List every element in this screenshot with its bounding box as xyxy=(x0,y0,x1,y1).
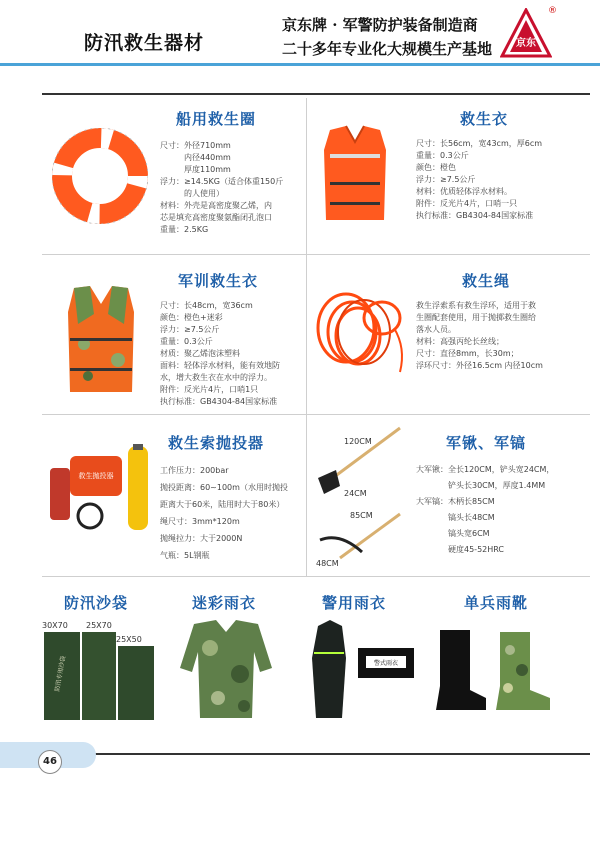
spec-line: 材料：高强丙纶长丝线； xyxy=(416,337,504,346)
spec-line: 铲头长30CM，厚度1.4MM xyxy=(416,481,546,490)
spec-line: 水，增大救生衣在水中的浮力。 xyxy=(160,373,272,382)
spec-line: 芯是填充高密度聚氨酯闭孔泡口 xyxy=(160,213,272,222)
pick-length-label: 85CM xyxy=(350,511,373,520)
column-divider xyxy=(306,98,307,576)
spec-line: 重量：0.3公斤 xyxy=(416,151,469,160)
spec-line: 尺寸：直径8mm，长30m； xyxy=(416,349,519,358)
thrower-device-label: 救生抛投器 xyxy=(78,472,114,480)
sandbag-image xyxy=(42,618,160,722)
page-number: 46 xyxy=(38,750,62,774)
spec-line: 抛绳拉力：大于2000N xyxy=(160,534,243,543)
lifebuoy-image xyxy=(52,128,148,224)
spec-line: 距离大于60米，陆用时大于80米） xyxy=(160,500,285,509)
spec-line: 尺寸：长48cm，宽36cm xyxy=(160,301,253,310)
spec-line: 厚度110mm xyxy=(160,165,231,174)
spec-line: 大军锹：全长120CM，铲头宽24CM， xyxy=(416,465,555,474)
spec-line: 内径440mm xyxy=(160,153,231,162)
shovel-pick-specs xyxy=(416,462,554,558)
spec-line: 救生浮索系有救生浮环，适用于救 xyxy=(416,301,536,310)
spec-line: 执行标准：GB4304-84国家标准 xyxy=(160,397,278,406)
spec-line: 工作压力：200bar xyxy=(160,466,229,475)
line-thrower-image xyxy=(46,444,156,540)
spec-line: 浮力：≥14.5KG（适合体重150斤 xyxy=(160,177,284,186)
spec-line: 浮力：≥7.5公斤 xyxy=(416,175,476,184)
sandbag-title: 防汛沙袋 xyxy=(64,594,129,612)
page-header xyxy=(0,0,600,70)
spec-line: 绳尺寸：3mm*120m xyxy=(160,517,240,526)
spec-line: 大军镐：木柄长85CM xyxy=(416,497,495,506)
spec-line: 生圈配套使用，用于抛掷救生圈给 xyxy=(416,313,536,322)
bottom-rule xyxy=(42,753,590,755)
shovel-length-label: 120CM xyxy=(344,437,372,446)
camo-life-jacket-title: 军训救生衣 xyxy=(178,272,259,290)
logo-text: 京东 xyxy=(516,38,536,49)
brand-logo xyxy=(500,8,552,60)
rescue-rope-title: 救生绳 xyxy=(462,272,511,290)
spec-line: 面料：轻体浮水材料，能有效地防 xyxy=(160,361,280,370)
spec-line: 重量：2.5KG xyxy=(160,225,209,234)
life-jacket-image xyxy=(316,124,394,224)
life-jacket-title: 救生衣 xyxy=(460,110,509,128)
spec-line: 材料：优质轻体浮水材料。 xyxy=(416,187,512,196)
spec-line: 尺寸：长56cm，宽43cm，厚6cm xyxy=(416,139,543,148)
spec-line: 抛投距离：60~100m（水用时抛投 xyxy=(160,483,288,492)
brand-line-1: 京东牌 · 军警防护装备制造商 xyxy=(282,16,478,34)
sandbag-size-3: 25X50 xyxy=(116,635,142,644)
spec-line: 浮力：≥7.5公斤 xyxy=(160,325,220,334)
spec-line: 颜色：橙色 xyxy=(416,163,456,172)
brand-line-2: 二十多年专业化大规模生产基地 xyxy=(282,40,493,58)
police-raincoat-title: 警用雨衣 xyxy=(322,594,387,612)
header-divider xyxy=(0,63,600,66)
line-thrower-title: 救生索抛投器 xyxy=(168,434,265,452)
spec-line: 的人使用） xyxy=(160,189,224,198)
spec-line: 附件：反光片4片，口哨一只 xyxy=(416,199,518,208)
pick-head-label: 48CM xyxy=(316,559,339,568)
rescue-rope-image xyxy=(312,288,412,376)
life-jacket-specs xyxy=(416,138,542,222)
lifebuoy-specs xyxy=(160,140,283,236)
police-raincoat-image xyxy=(306,618,420,722)
row-divider-2 xyxy=(42,414,590,415)
spec-line: 颜色：橙色+迷彩 xyxy=(160,313,223,322)
camo-raincoat-title: 迷彩雨衣 xyxy=(192,594,257,612)
spec-line: 材质：聚乙烯泡沫塑料 xyxy=(160,349,240,358)
camo-life-jacket-image xyxy=(58,284,144,396)
shovel-pick-title: 军锹、军镐 xyxy=(446,434,527,452)
row-divider-3 xyxy=(42,576,590,577)
camo-life-jacket-specs xyxy=(160,300,280,408)
page-title: 防汛救生器材 xyxy=(84,32,205,54)
sandbag-size-2: 25X70 xyxy=(86,621,112,630)
registered-mark: ® xyxy=(548,6,557,16)
boots-title: 单兵雨靴 xyxy=(464,594,529,612)
spec-line: 附件：反光片4片，口哨1只 xyxy=(160,385,259,394)
line-thrower-specs xyxy=(160,462,288,564)
row-divider-1 xyxy=(42,254,590,255)
spec-line: 镐头宽6CM xyxy=(416,529,490,538)
spec-line: 执行标准：GB4304-84国家标准 xyxy=(416,211,534,220)
spec-line: 浮环尺寸：外径16.5cm 内径10cm xyxy=(416,361,543,370)
spec-line: 硬度45-52HRC xyxy=(416,545,505,554)
spec-line: 重量：0.3公斤 xyxy=(160,337,213,346)
shovel-head-label: 24CM xyxy=(344,489,367,498)
spec-line: 尺寸：外径710mm xyxy=(160,141,231,150)
shovel-pick-image xyxy=(310,420,414,570)
sandbag-print: 防汛专用沙袋 xyxy=(53,655,68,693)
spec-line: 气瓶：5L钢瓶 xyxy=(160,551,210,560)
spec-line: 材料：外壳是高密度聚乙烯，内 xyxy=(160,201,272,210)
sandbag-size-1: 30X70 xyxy=(42,621,68,630)
rain-boots-image xyxy=(430,626,558,714)
lifebuoy-title: 船用救生圈 xyxy=(176,110,257,128)
raincoat-box-label: 警式雨衣 xyxy=(373,660,399,667)
rescue-rope-specs xyxy=(416,300,543,372)
spec-line: 落水人员。 xyxy=(416,325,456,334)
spec-line: 镐头长48CM xyxy=(416,513,495,522)
camo-raincoat-image xyxy=(174,618,278,722)
